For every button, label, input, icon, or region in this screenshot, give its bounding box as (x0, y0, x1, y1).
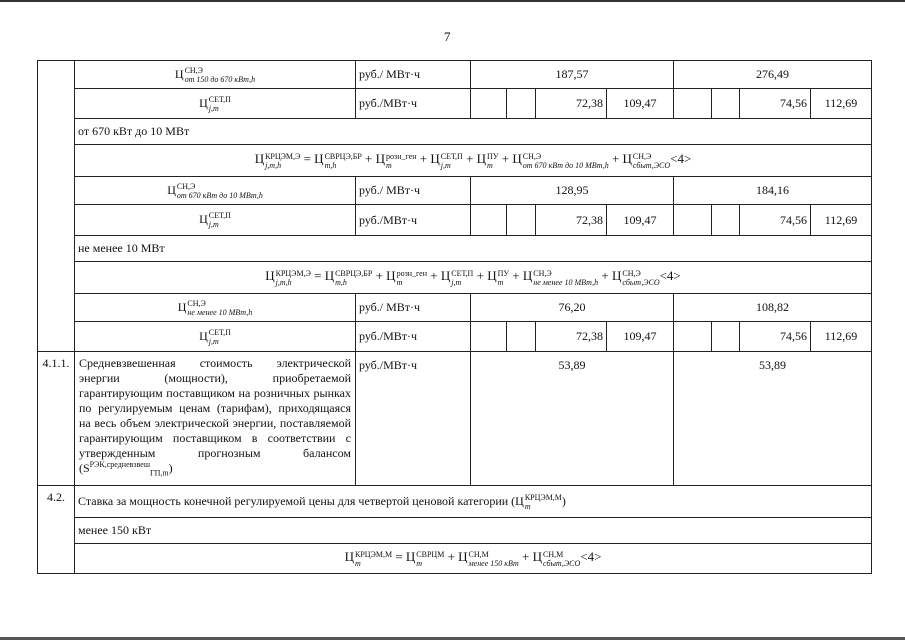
value-cell: 108,82 (674, 294, 872, 322)
value-cell: 74,56 (740, 322, 811, 352)
label-cell: Ц СЕТ,П j,m (75, 205, 356, 236)
value-cell: 74,56 (740, 89, 811, 119)
row-number: 4.1.1. (38, 352, 75, 486)
value-cell: 109,47 (607, 322, 674, 352)
section-label: не менее 10 МВт (75, 236, 872, 262)
table-row (38, 322, 872, 352)
label-cell: Ц СЕТ,П j,m (75, 89, 356, 119)
unit-cell: руб./ МВт·ч (356, 294, 471, 322)
table-row (38, 294, 872, 322)
empty-cell (674, 322, 712, 352)
unit-cell: руб./ МВт·ч (356, 177, 471, 205)
value-cell: 74,56 (740, 205, 811, 236)
label-cell: Ц СН,Э от 670 кВт до 10 МВт,h (75, 177, 356, 205)
value-cell: 53,89 (674, 352, 872, 486)
section-label: от 670 кВт до 10 МВт (75, 119, 872, 145)
value-cell: 276,49 (674, 61, 872, 89)
empty-cell (507, 322, 536, 352)
label-cell: Ц СН,Э не менее 10 МВт,h (75, 294, 356, 322)
value-cell: 109,47 (607, 205, 674, 236)
section-title: Ставка за мощность конечной регулируемой цены для четвертой ценовой категории (Ц КРЦЭМ,М m ) (75, 486, 872, 518)
table-row (38, 352, 872, 486)
section-label: менее 150 кВт (75, 518, 872, 544)
value-cell: 112,69 (811, 205, 872, 236)
description-cell: Средневзвешенная стоимость электрической энергии (мощности), приобретаемой гарантирующим поставщиком на розничных рынках по регулируемым ценам (тарифам), приходящаяся на весь объем электрической энергии, поставляемой гарантирующим поставщиком в соответствии с утвержденным прогнозным балансом $(S^{РЭК,средневзвеш}_{ГП,m})$ (75, 352, 356, 486)
empty-cell (507, 205, 536, 236)
empty-cell (712, 89, 740, 119)
value-cell: 76,20 (471, 294, 674, 322)
empty-cell (471, 205, 507, 236)
table-row (38, 119, 872, 145)
table-row (38, 544, 872, 574)
table-row (38, 61, 872, 89)
value-cell: 72,38 (536, 89, 607, 119)
formula-cell: Ц КРЦЭМ,Э j,m,h = Ц СВРЦЭ,БР m,h + Ц розн_ген m + Ц СЕТ,П j,m + Ц ПУ m + Ц СН,Э от 670 кВт до 10 МВт,h + Ц СН,Э сбыт,ЭСО <4> (75, 145, 872, 177)
value-cell: 72,38 (536, 205, 607, 236)
empty-cell (674, 205, 712, 236)
formula-cell: Ц КРЦЭМ,Э j,m,h = Ц СВРЦЭ,БР m,h + Ц розн_ген m + Ц СЕТ,П j,m + Ц ПУ m + Ц СН,Э не менее 10 МВт,h + Ц СН,Э сбыт,ЭСО <4> (75, 262, 872, 294)
value-cell: 72,38 (536, 322, 607, 352)
value-cell: 109,47 (607, 89, 674, 119)
page-number: 7 (444, 29, 451, 44)
table-row (38, 205, 872, 236)
table-row (38, 518, 872, 544)
empty-cell (471, 322, 507, 352)
value-cell: 128,95 (471, 177, 674, 205)
table-row (38, 236, 872, 262)
unit-cell: руб./ МВт·ч (356, 61, 471, 89)
value-cell: 187,57 (471, 61, 674, 89)
table-row (38, 177, 872, 205)
table-row (38, 486, 872, 518)
label-cell: Ц СЕТ,П j,m (75, 322, 356, 352)
table-row (38, 89, 872, 119)
row-number-cell (38, 61, 75, 352)
table-row (38, 262, 872, 294)
unit-cell: руб./МВт·ч (356, 205, 471, 236)
unit-cell: руб./МВт·ч (356, 352, 471, 486)
unit-cell: руб./МВт·ч (356, 89, 471, 119)
unit-cell: руб./МВт·ч (356, 322, 471, 352)
label-cell: Ц СН,Э от 150 до 670 кВт,h (75, 61, 356, 89)
empty-cell (712, 205, 740, 236)
empty-cell (471, 89, 507, 119)
empty-cell (507, 89, 536, 119)
value-cell: 184,16 (674, 177, 872, 205)
empty-cell (712, 322, 740, 352)
tariff-table (37, 60, 872, 574)
value-cell: 112,69 (811, 89, 872, 119)
empty-cell (674, 89, 712, 119)
table-row (38, 145, 872, 177)
value-cell: 112,69 (811, 322, 872, 352)
row-number: 4.2. (38, 486, 75, 574)
scan-edge-top (0, 0, 905, 2)
formula-cell: Ц КРЦЭМ,М m = Ц СВРЦМ m + Ц СН,М менее 150 кВт + Ц СН,М сбыт,ЭСО <4> (75, 544, 872, 574)
value-cell: 53,89 (471, 352, 674, 486)
